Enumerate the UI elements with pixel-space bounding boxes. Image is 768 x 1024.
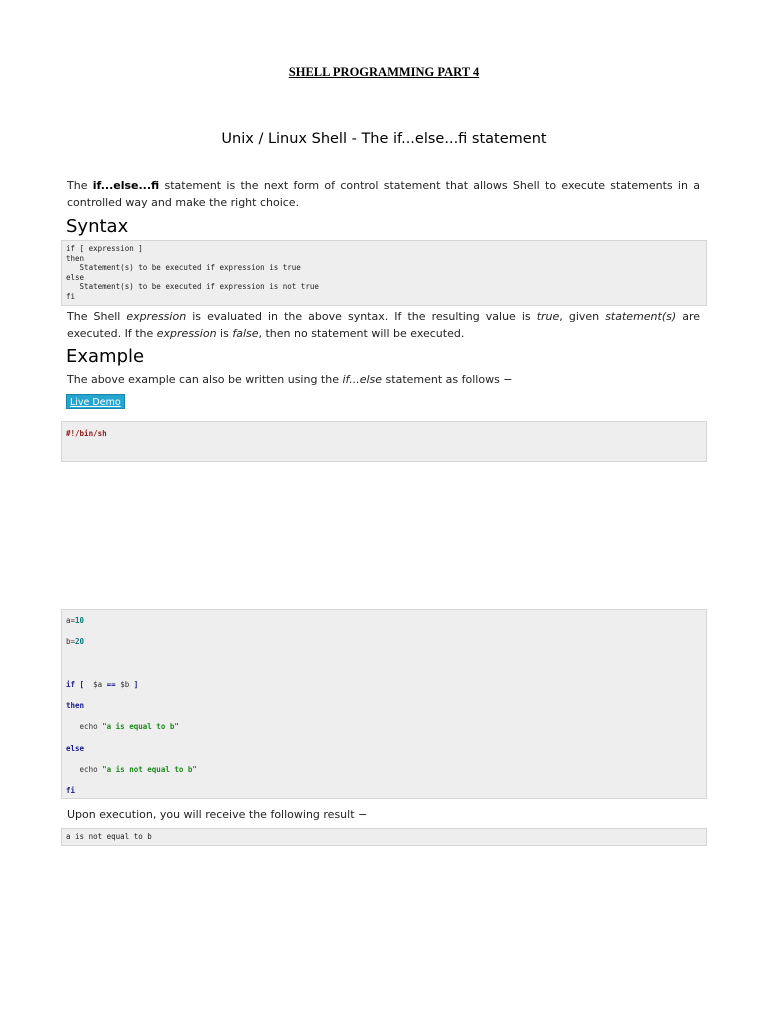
code-number: 20 <box>75 637 85 647</box>
example-italic: if...else <box>342 373 383 386</box>
code-var: a= <box>66 616 76 625</box>
syntax-line: Statement(s) to be executed if expression is true <box>66 263 301 272</box>
code-line <box>66 763 702 784</box>
code-number: 10 <box>75 616 85 625</box>
code-command: echo <box>66 765 103 775</box>
explanation-text: , then no statement will be executed. <box>258 327 465 340</box>
example-paragraph <box>67 371 700 388</box>
syntax-line: Statement(s) to be executed if expression is not true <box>66 282 319 291</box>
code-bracket: [ <box>75 679 94 689</box>
explanation-text: The Shell <box>67 310 127 323</box>
intro-keyword: if...else...fi <box>92 179 160 192</box>
syntax-line: else <box>66 272 85 282</box>
document-title: SHELL PROGRAMMING PART 4 <box>288 65 480 79</box>
code-line <box>66 742 702 763</box>
intro-text-post: statement is the next form of control statement that allows Shell to execute statements in a controlled way and make the right choice. <box>67 179 700 209</box>
syntax-line: if [ expression ] <box>66 244 143 253</box>
page-heading: Unix / Linux Shell - The if...else...fi statement <box>221 131 547 147</box>
syntax-line: fi <box>66 291 76 301</box>
code-bracket: ] <box>129 679 139 689</box>
shebang-line <box>66 427 702 448</box>
syntax-line: then <box>66 253 85 263</box>
explanation-italic: expression <box>126 310 187 323</box>
code-keyword: else <box>66 743 85 753</box>
code-keyword: then <box>66 701 85 711</box>
code-string: "a is equal to b" <box>102 722 179 732</box>
explanation-text: , given <box>559 310 606 323</box>
code-blank-line <box>66 657 702 678</box>
syntax-code-block <box>61 240 707 306</box>
code-command: echo <box>66 722 103 732</box>
example-text: statement as follows − <box>382 373 513 386</box>
code-var: b= <box>66 637 76 647</box>
result-intro-text: Upon execution, you will receive the following result − <box>67 808 368 821</box>
explanation-paragraph <box>67 308 700 342</box>
code-keyword: fi <box>66 786 76 796</box>
intro-paragraph <box>67 177 700 211</box>
shebang-text: #!/bin/sh <box>66 429 107 438</box>
code-line <box>66 614 702 635</box>
code-line <box>66 678 702 699</box>
code-line <box>66 784 702 805</box>
explanation-italic: statement(s) <box>605 310 677 323</box>
code-keyword: if <box>66 679 76 689</box>
shebang-code-block <box>61 421 707 462</box>
example-heading: Example <box>66 346 145 367</box>
script-code-block <box>61 609 707 799</box>
explanation-italic: expression <box>156 327 217 340</box>
code-operator: == <box>102 679 121 689</box>
code-line <box>66 699 702 720</box>
code-var: $a <box>93 679 103 689</box>
explanation-italic: true <box>536 310 560 323</box>
code-line <box>66 635 702 656</box>
syntax-heading: Syntax <box>66 216 129 237</box>
code-line <box>66 720 702 741</box>
result-output: a is not equal to b <box>66 832 152 841</box>
explanation-text: is evaluated in the above syntax. If the resulting value is <box>186 310 537 323</box>
intro-text-pre: The <box>67 179 93 192</box>
code-var: $b <box>120 679 130 689</box>
explanation-text: are executed. If the <box>67 310 701 340</box>
explanation-italic: false <box>232 327 259 340</box>
explanation-text: is <box>216 327 233 340</box>
code-string: "a is not equal to b" <box>102 765 197 775</box>
result-output-block <box>61 828 707 846</box>
example-text: The above example can also be written using the <box>67 373 343 386</box>
live-demo-button[interactable]: Live Demo <box>66 394 125 409</box>
